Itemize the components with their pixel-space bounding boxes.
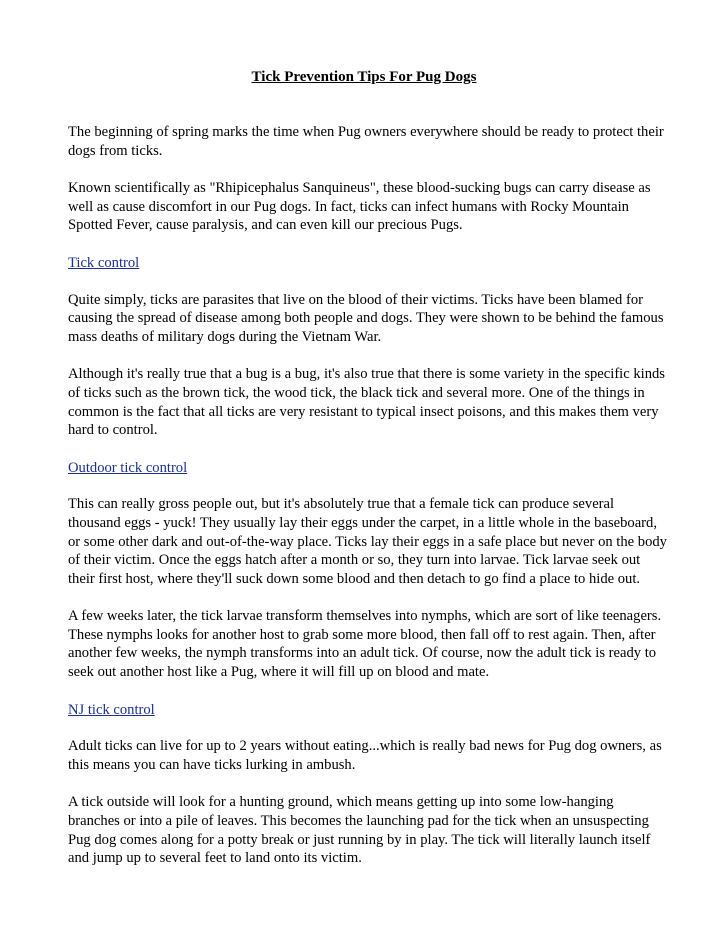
paragraph: A tick outside will look for a hunting ground, which means getting up into some low-hanging branches or into a pile of leaves. This becomes the launching pad for the tick when an unsuspecting Pug dog comes along for a potty break or just running by in play. The tick will literally launch itself and jump up to several feet to land onto its victim. [68, 794, 651, 867]
link-paragraph [68, 701, 668, 720]
paragraph: The beginning of spring marks the time when Pug owners everywhere should be ready to protect their dogs from ticks. [68, 124, 664, 159]
paragraph: Although it's really true that a bug is a bug, it's also true that there is some variety in the specific kinds of ticks such as the brown tick, the wood tick, the black tick and several more. One of the things in common is the fact that all ticks are very resistant to typical insect poisons, and this makes them very hard to control. [68, 366, 665, 439]
link-paragraph [68, 254, 668, 273]
paragraph: Adult ticks can live for up to 2 years without eating...which is really bad news for Pug dog owners, as this means you can have ticks lurking in ambush. [68, 738, 662, 773]
paragraph: A few weeks later, the tick larvae transform themselves into nymphs, which are sort of like teenagers. These nymphs looks for another host to grab some more blood, then fall off to rest again. Then, after another few weeks, the nymph transforms into an adult tick. Of course, now the adult tick is ready to seek out another host like a Pug, where it will fill up on blood and mate. [68, 608, 662, 681]
nj-tick-control-link[interactable]: NJ tick control [68, 701, 155, 718]
paragraph: Known scientifically as "Rhipicephalus Sanquineus", these blood-sucking bugs can carry disease as well as cause discomfort in our Pug dogs. In fact, ticks can infect humans with Rocky Mountain Spotted Fever, cause paralysis, and can even kill our precious Pugs. [68, 180, 651, 234]
document-body [68, 123, 668, 887]
document-title: Tick Prevention Tips For Pug Dogs [251, 69, 477, 85]
link-paragraph [68, 459, 668, 478]
paragraph: This can really gross people out, but it's absolutely true that a female tick can produce several thousand eggs - yuck! They usually lay their eggs under the carpet, in a little whole in the baseboard, or some other dark and out-of-the-way place. Ticks lay their eggs in a safe place but never on the body of their victim. Once the eggs hatch after a month or so, they turn into larvae. Tick larvae seek out their first host, where they'll suck down some blood and then detach to go find a place to hide out. [68, 496, 667, 587]
paragraph: Quite simply, ticks are parasites that live on the blood of their victims. Ticks have been blamed for causing the spread of disease among both people and dogs. They were shown to be behind the famous mass deaths of military dogs during the Vietnam War. [68, 291, 664, 345]
tick-control-link[interactable]: Tick control [68, 254, 140, 271]
outdoor-tick-control-link[interactable]: Outdoor tick control [68, 459, 188, 476]
